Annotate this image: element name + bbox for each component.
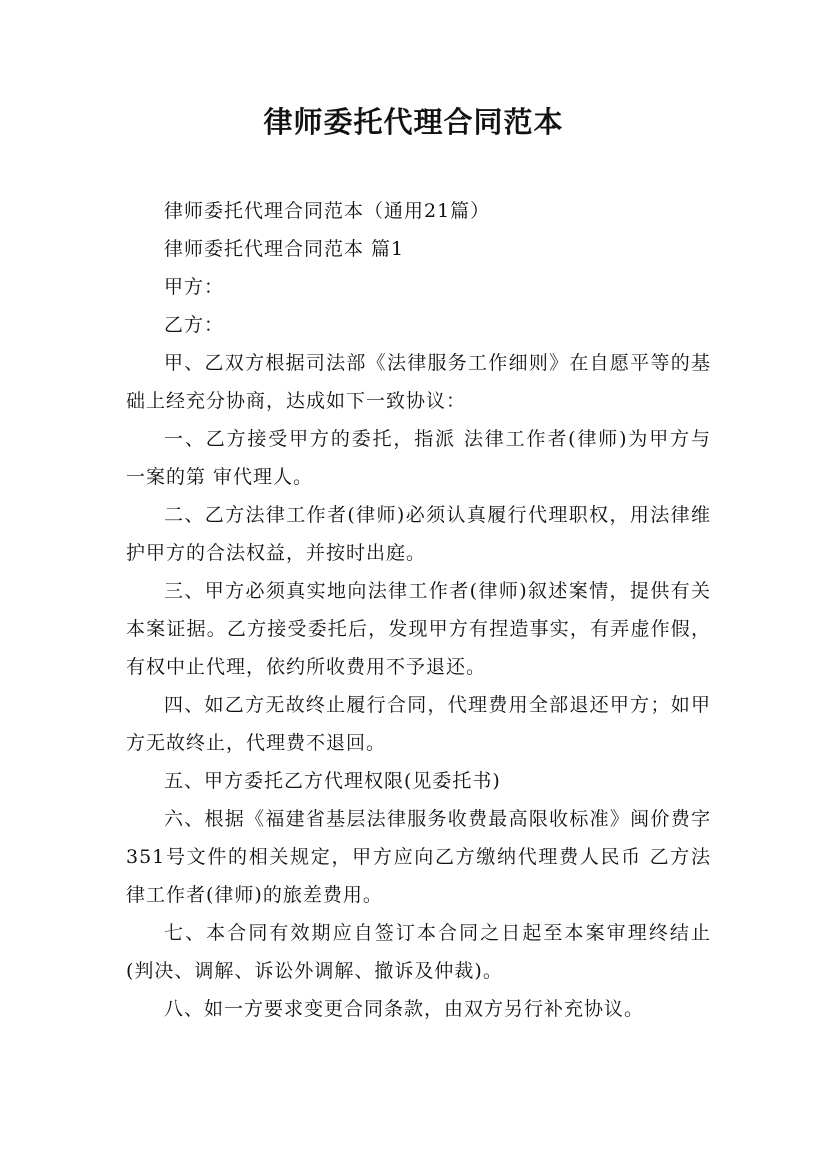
paragraph-subtitle: 律师委托代理合同范本（通用21篇）	[164, 200, 491, 222]
paragraph-clause-7: 七、本合同有效期应自签订本合同之日起至本案审理终结止(判决、调解、诉讼外调解、撤诉及仲裁)。	[126, 922, 711, 982]
paragraph-party-a: 甲方：	[164, 276, 225, 298]
document-body	[126, 192, 711, 1028]
document-title: 律师委托代理合同范本	[263, 105, 564, 139]
paragraph-clause-2: 二、乙方法律工作者(律师)必须认真履行代理职权，用法律维护甲方的合法权益，并按时出庭。	[126, 504, 711, 564]
paragraph-clause-5: 五、甲方委托乙方代理权限(见委托书)	[164, 770, 501, 792]
paragraph-clause-4: 四、如乙方无故终止履行合同，代理费用全部退还甲方；如甲方无故终止，代理费不退回。	[126, 694, 711, 754]
paragraph-section-heading: 律师委托代理合同范本 篇1	[164, 238, 405, 260]
paragraph-clause-1: 一、乙方接受甲方的委托，指派 法律工作者(律师)为甲方与 一案的第 审代理人。	[126, 428, 711, 488]
paragraph-clause-6: 六、根据《福建省基层法律服务收费最高限收标准》闽价费字351号文件的相关规定，甲方应向乙方缴纳代理费人民币 乙方法律工作者(律师)的旅差费用。	[126, 808, 711, 906]
paragraph-clause-8: 八、如一方要求变更合同条款，由双方另行补充协议。	[164, 998, 645, 1020]
paragraph-party-b: 乙方：	[164, 314, 225, 336]
paragraph-clause-3: 三、甲方必须真实地向法律工作者(律师)叙述案情，提供有关本案证据。乙方接受委托后，发现甲方有捏造事实，有弄虚作假，有权中止代理，依约所收费用不予退还。	[126, 580, 711, 678]
paragraph-preamble: 甲、乙双方根据司法部《法律服务工作细则》在自愿平等的基础上经充分协商，达成如下一致协议：	[126, 352, 711, 412]
